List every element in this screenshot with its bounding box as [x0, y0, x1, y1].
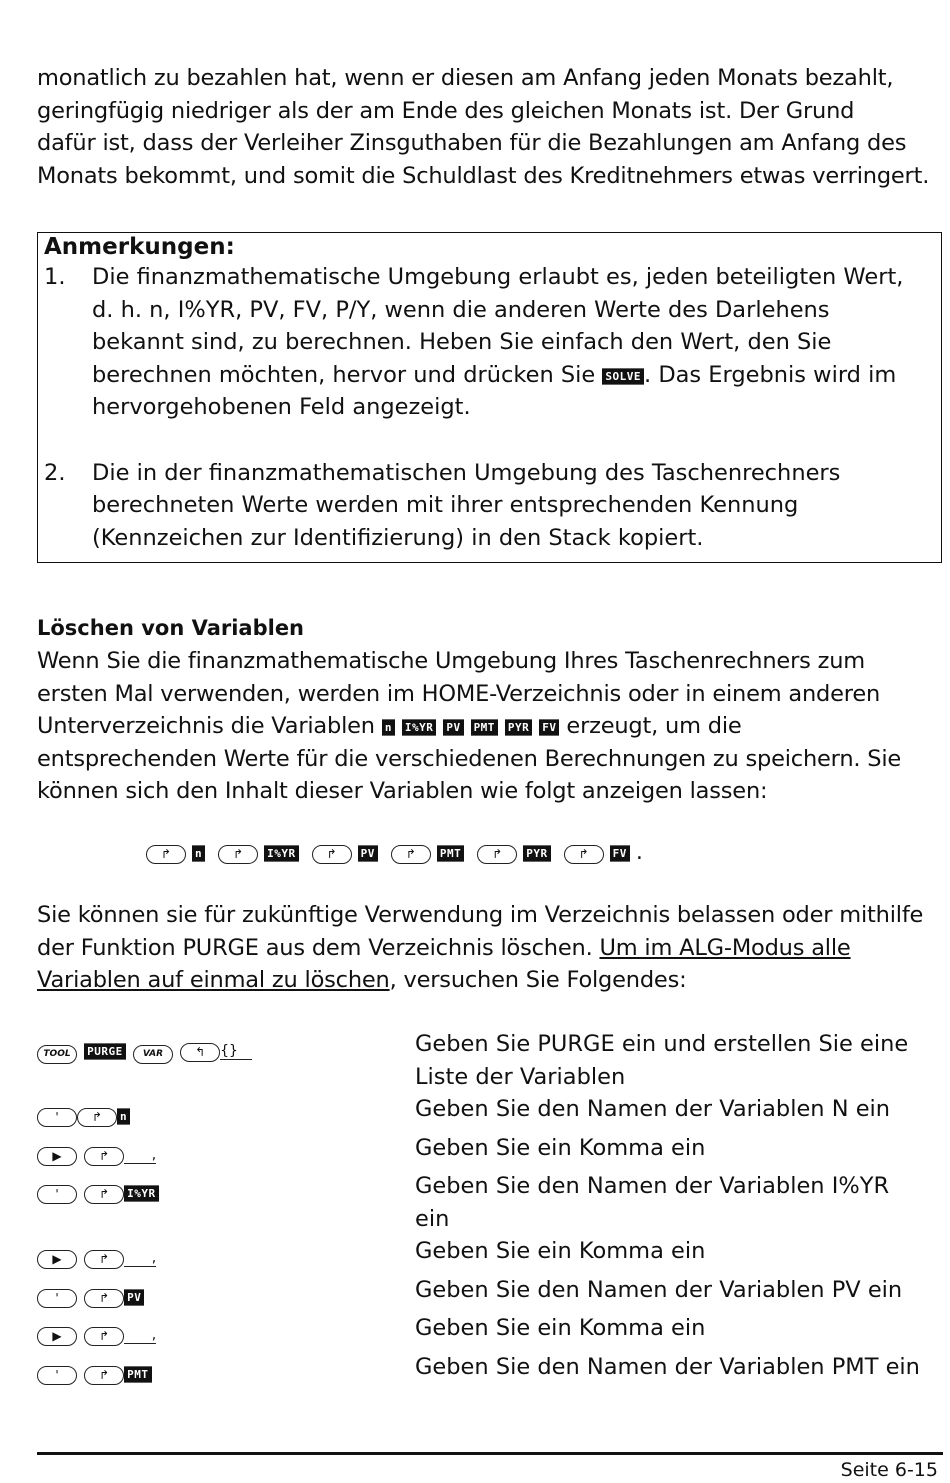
fv-softkey: FV: [610, 845, 630, 862]
section-paragraph-1: [37, 645, 943, 808]
paragraph-text: , versuchen Sie Folgendes:: [389, 967, 687, 993]
right-shift-key: ↱: [84, 1289, 124, 1308]
intro-line: geringfügig niedriger als der am Ende des gleichen Monats ist. Der Grund: [37, 97, 855, 124]
right-shift-key: ↱: [84, 1185, 124, 1204]
step-keys: [37, 1274, 415, 1313]
step-description: Geben Sie ein Komma ein: [415, 1238, 706, 1264]
n-softkey: n: [382, 719, 395, 736]
right-shift-key: ↱: [77, 1108, 117, 1127]
right-shift-key: ↱: [84, 1147, 124, 1166]
pv-softkey: PV: [124, 1289, 144, 1306]
paragraph-line: entsprechenden Werte für die verschiedenen Berechnungen zu speichern. Sie: [37, 745, 902, 772]
pv-softkey: PV: [443, 719, 463, 736]
pmt-softkey: PMT: [124, 1366, 151, 1383]
note-item-2: [44, 457, 935, 555]
step-description: Geben Sie den Namen der Variablen PMT ein: [415, 1353, 920, 1380]
step-description: Geben Sie den Namen der Variablen PV ein: [415, 1276, 903, 1303]
right-shift-key: ↱: [146, 845, 186, 864]
step-row: [37, 1028, 943, 1093]
note-line: d. h. n, I%YR, PV, FV, P/Y, wenn die anderen Werte des Darlehens: [92, 296, 830, 323]
comma-label: ,: [124, 1250, 156, 1267]
step-description: Geben Sie den Namen der Variablen I%YR: [415, 1173, 890, 1199]
paragraph-line: können sich den Inhalt dieser Variablen wie folgt anzeigen lassen:: [37, 778, 768, 804]
i-yr-softkey: I%YR: [402, 719, 437, 736]
step-row: [37, 1312, 943, 1351]
paragraph-line: Wenn Sie die finanzmathematische Umgebung Ihres Taschenrechners zum: [37, 648, 865, 674]
right-shift-key: ↱: [218, 845, 258, 864]
tool-key: TOOL: [37, 1045, 77, 1064]
right-shift-key: ↱: [477, 845, 517, 864]
note-line: (Kennzeichen zur Identifizierung) in den Stack kopiert.: [92, 524, 704, 551]
step-row: [37, 1132, 943, 1171]
tick-key: ': [37, 1185, 77, 1204]
paragraph-text: erzeugt, um die: [559, 713, 742, 739]
var-key: VAR: [133, 1045, 173, 1064]
step-keys: [37, 1351, 415, 1390]
step-keys: [37, 1132, 415, 1171]
left-shift-key: ↰: [180, 1043, 220, 1062]
intro-line: monatlich zu bezahlen hat, wenn er diesen am Anfang jeden Monats bezahlt,: [37, 65, 894, 91]
step-row: [37, 1274, 943, 1313]
note-number: 1.: [44, 264, 66, 290]
step-row: [37, 1093, 943, 1132]
step-row: [37, 1235, 943, 1274]
intro-line: Monats bekommt, und somit die Schuldlast des Kreditnehmers etwas verringert.: [37, 162, 930, 189]
step-keys: [37, 1093, 415, 1132]
note-line: [92, 359, 935, 392]
intro-line: dafür ist, dass der Verleiher Zinsguthaben für die Bezahlungen am Anfang des: [37, 130, 907, 156]
step-description: Geben Sie den Namen der Variablen N ein: [415, 1096, 891, 1122]
right-arrow-key: ▶: [37, 1250, 77, 1269]
step-keys: [37, 1170, 415, 1235]
note-text: berechnen möchten, hervor und drücken Sie: [92, 361, 603, 388]
page-number: Seite 6-15: [840, 1459, 938, 1481]
right-shift-key: ↱: [84, 1366, 124, 1385]
right-arrow-key: ▶: [37, 1327, 77, 1346]
note-number: 2.: [44, 459, 66, 486]
note-line: Die in der finanzmathematischen Umgebung des Taschenrechners: [92, 459, 841, 486]
footer-divider: [37, 1452, 943, 1455]
right-shift-key: ↱: [391, 845, 431, 864]
step-description: Liste der Variablen: [415, 1063, 626, 1090]
note-line: hervorgehobenen Feld angezeigt.: [92, 394, 471, 420]
step-description: Geben Sie ein Komma ein: [415, 1134, 706, 1161]
pyr-softkey: PYR: [523, 845, 550, 862]
i-yr-softkey: I%YR: [264, 845, 299, 862]
i-yr-softkey: I%YR: [124, 1185, 159, 1202]
period-text: .: [635, 840, 643, 865]
right-shift-key: ↱: [564, 845, 604, 864]
note-item-1: [44, 261, 935, 424]
section-paragraph-2: [37, 899, 943, 997]
step-description: Geben Sie PURGE ein und erstellen Sie eine: [415, 1031, 909, 1057]
note-line: Die finanzmathematische Umgebung erlaubt es, jeden beteiligten Wert,: [92, 264, 904, 290]
pv-softkey: PV: [358, 845, 378, 862]
tick-key: ': [37, 1289, 77, 1308]
braces-label: {}: [220, 1043, 252, 1060]
underlined-text: Variablen auf einmal zu löschen: [37, 967, 390, 993]
n-softkey: n: [117, 1108, 130, 1125]
paragraph-text: der Funktion PURGE aus dem Verzeichnis löschen.: [37, 934, 600, 961]
section-heading: Löschen von Variablen: [37, 616, 305, 640]
paragraph-line: [37, 710, 943, 743]
step-keys: [37, 1312, 415, 1351]
intro-paragraph: [37, 62, 943, 192]
notes-box: [37, 232, 942, 563]
purge-softkey: PURGE: [84, 1043, 126, 1060]
note-line: bekannt sind, zu berechnen. Heben Sie einfach den Wert, den Sie: [92, 329, 832, 355]
tick-key: ': [37, 1366, 77, 1385]
pmt-softkey: PMT: [437, 845, 464, 862]
pyr-softkey: PYR: [505, 719, 532, 736]
step-description: ein: [415, 1205, 450, 1232]
n-softkey: n: [192, 845, 205, 862]
right-arrow-key: ▶: [37, 1147, 77, 1166]
step-keys: [37, 1235, 415, 1274]
note-line: berechneten Werte werden mit ihrer entsprechenden Kennung: [92, 492, 799, 518]
keystroke-sequence: [146, 840, 649, 865]
paragraph-text: Unterverzeichnis die Variablen: [37, 713, 382, 739]
notes-title: Anmerkungen:: [44, 234, 235, 260]
right-shift-key: ↱: [84, 1327, 124, 1346]
paragraph-line: ersten Mal verwenden, werden im HOME-Verzeichnis oder in einem anderen: [37, 680, 881, 707]
step-keys: [37, 1028, 415, 1093]
paragraph-line: Sie können sie für zukünftige Verwendung im Verzeichnis belassen oder mithilfe: [37, 902, 924, 928]
tick-key: ': [37, 1108, 77, 1127]
paragraph-line: [37, 964, 943, 997]
comma-label: ,: [124, 1327, 156, 1344]
solve-softkey: SOLVE: [602, 368, 644, 385]
step-row: [37, 1351, 943, 1390]
comma-label: ,: [124, 1147, 156, 1164]
underlined-text: Um im ALG-Modus alle: [599, 934, 851, 961]
pmt-softkey: PMT: [471, 719, 498, 736]
note-text: . Das Ergebnis wird im: [644, 361, 897, 388]
fv-softkey: FV: [539, 719, 559, 736]
step-description: Geben Sie ein Komma ein: [415, 1315, 706, 1341]
paragraph-line: [37, 932, 943, 965]
right-shift-key: ↱: [84, 1250, 124, 1269]
steps-table: [37, 1028, 943, 1389]
step-row: [37, 1170, 943, 1235]
right-shift-key: ↱: [312, 845, 352, 864]
